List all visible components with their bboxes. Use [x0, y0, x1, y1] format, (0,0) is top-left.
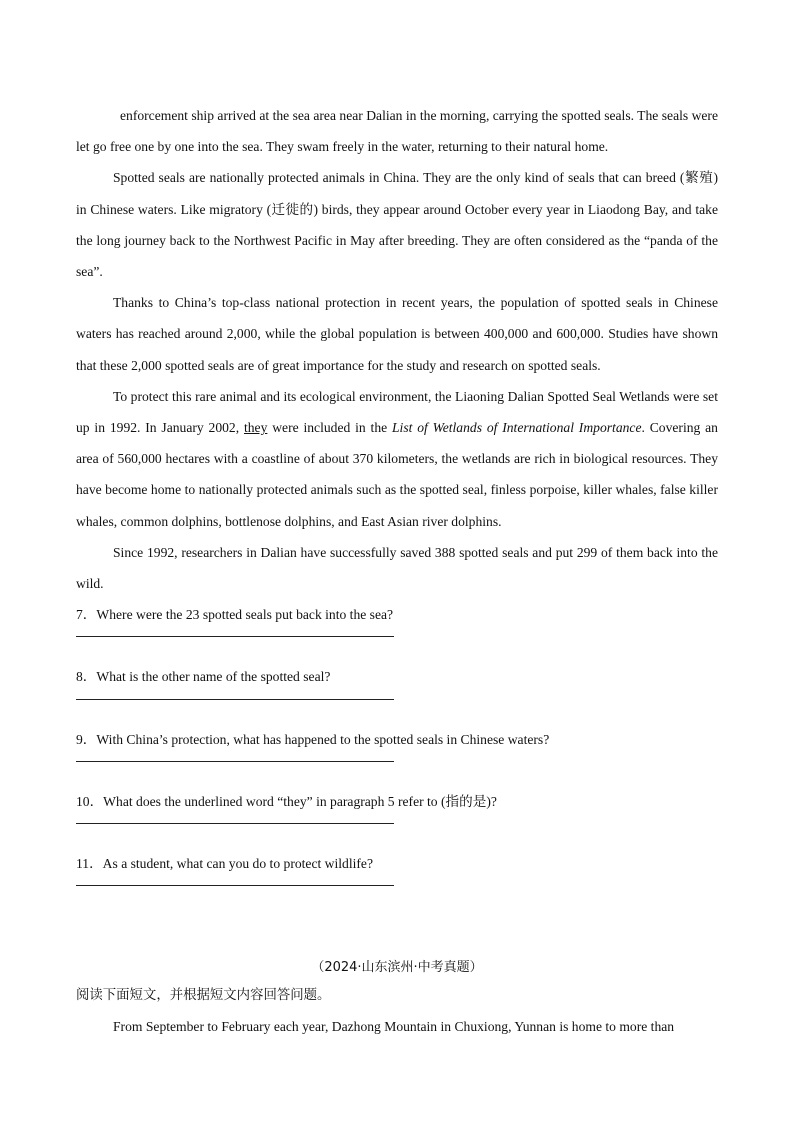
- answer-line-8[interactable]: [76, 693, 718, 724]
- source-heading: （2024·山东滨州·中考真题）: [311, 960, 483, 976]
- answer-line-11[interactable]: [76, 879, 718, 910]
- underlined-word-they: they: [243, 420, 268, 436]
- passage-paragraph-5: Since 1992, researchers in Dalian have successfully saved 388 spotted seals and put 299 of them back into the wild.: [76, 544, 718, 592]
- question-7: 7．Where were the 23 spotted seals put back into the sea?: [76, 607, 394, 623]
- passage-paragraph-2: Spotted seals are nationally protected animals in China. They are the only kind of seals that can breed (繁殖) in Chinese waters. Like migratory (迁徙的) birds, they appear around October every year in Liaodong Bay, and take the long journey back to the Northwest Pacific in May after breeding. They are often considered as the “panda of the sea”.: [76, 170, 718, 280]
- answer-underline: [76, 699, 394, 700]
- passage-paragraph-3: Thanks to China’s top-class national protection in recent years, the population of spotted seals in Chinese waters has reached around 2,000, while the global population is between 400,000 and 600,000. Studies have shown that these 2,000 spotted seals are of great importance for the study and research on spotted seals.: [76, 295, 718, 373]
- answer-underline: [76, 885, 394, 886]
- answer-line-9[interactable]: [76, 755, 718, 786]
- p4-text-c: . Covering an area of 560,000 hectares with a coastline of about 370 kilometers, the wetlands are rich in biological resources. They have become home to nationally protected animals such as the spotted seal, finless porpoise, killer whales, false killer whales, common dolphins, bottlenose dolphins, and East Asian river dolphins.: [76, 420, 718, 529]
- question-8: 8．What is the other name of the spotted seal?: [76, 669, 331, 685]
- question-10: 10．What does the underlined word “they” in paragraph 5 refer to (指的是)?: [76, 793, 497, 809]
- answer-underline: [76, 761, 394, 762]
- answer-underline: [76, 636, 394, 637]
- questions-section: [76, 599, 718, 910]
- p4-text-b: were included in the: [267, 420, 392, 436]
- question-11: 11．As a student, what can you do to protect wildlife?: [76, 856, 373, 871]
- passage-paragraph-4: [76, 381, 718, 537]
- answer-line-7[interactable]: [76, 630, 718, 661]
- reading-instruction: 阅读下面短文，并根据短文内容回答问题。: [76, 988, 331, 1004]
- content-area: [76, 100, 718, 1042]
- question-9: 9．With China’s protection, what has happened to the spotted seals in Chinese waters?: [76, 731, 550, 747]
- p4-text-a: To protect this rare animal and its ecological environment, the Liaoning Dalian Spotted Seal Wetlands were set up in 1992. In January 2002,: [76, 388, 718, 436]
- passage-paragraph-1: enforcement ship arrived at the sea area near Dalian in the morning, carrying the spotted seals. The seals were let go free one by one into the sea. They swam freely in the water, returning to their natural home.: [76, 108, 718, 155]
- answer-underline: [76, 823, 394, 824]
- list-title-italic: List of Wetlands of International Importance: [391, 420, 642, 436]
- answer-line-10[interactable]: [76, 817, 718, 848]
- next-passage-intro: From September to February each year, Dazhong Mountain in Chuxiong, Yunnan is home to more than: [113, 1019, 675, 1035]
